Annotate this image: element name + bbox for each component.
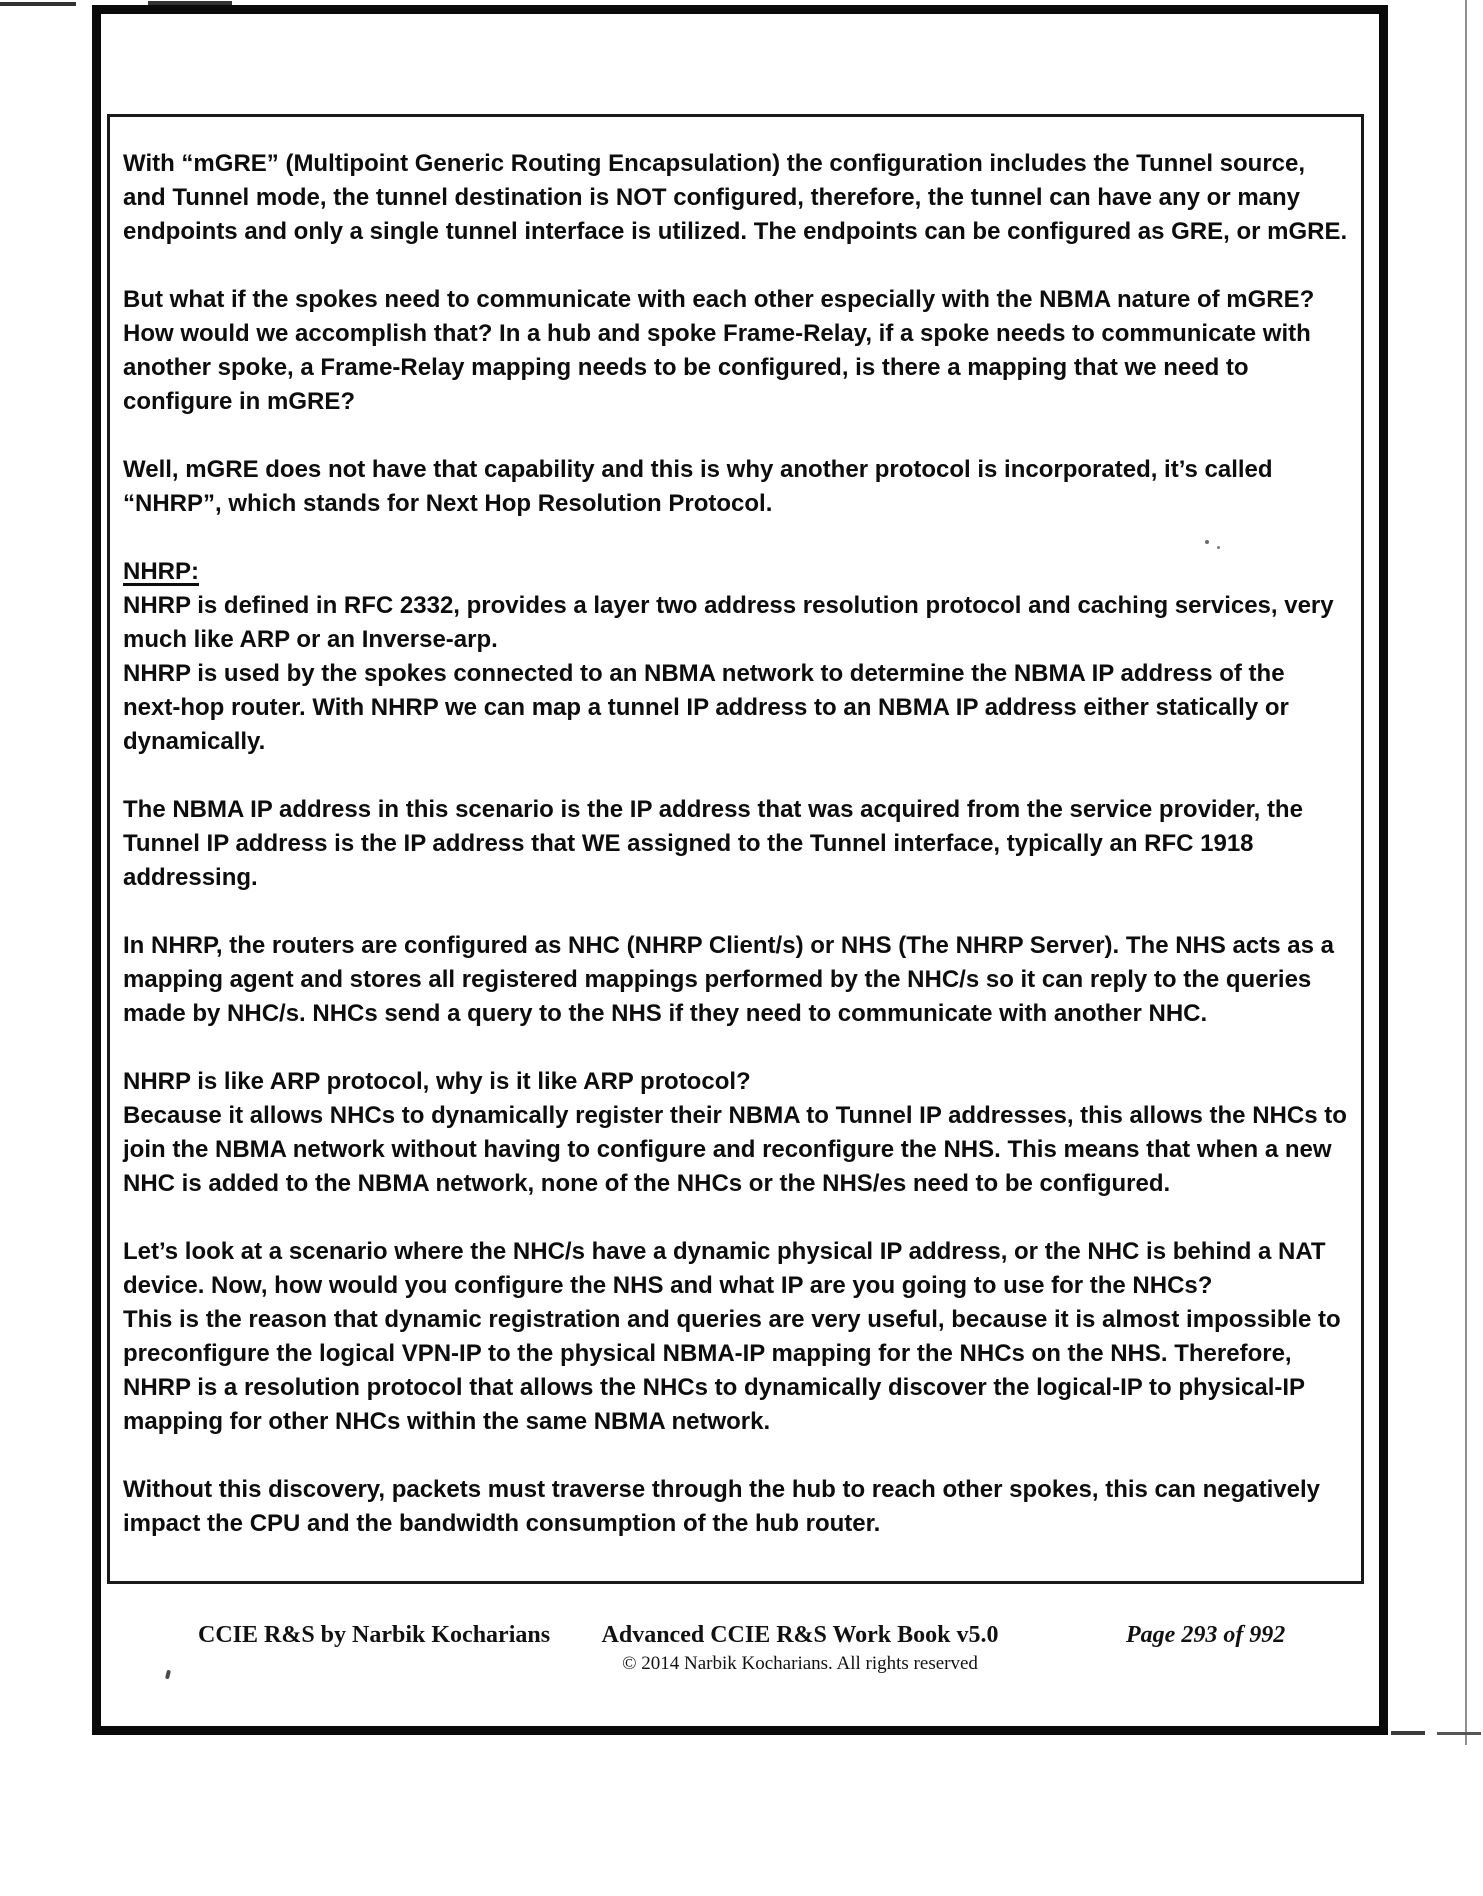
scan-artifact-dot-2 bbox=[1217, 546, 1220, 549]
paragraph-nhrp-definition: NHRP is defined in RFC 2332, provides a layer two address resolution protocol and caching services, very much like ARP or an Inverse-arp. NHRP is used by the spokes connected to an NBMA network to determine the NBMA IP address of the next-hop router. With NHRP we can map a tunnel IP address to an NBMA IP address either statically or dynamically. bbox=[123, 592, 1334, 755]
content-text-box bbox=[107, 114, 1364, 1584]
section-heading-nhrp: NHRP: bbox=[123, 558, 199, 585]
footer-copyright-line: © 2014 Narbik Kocharians. All rights reserved bbox=[622, 1653, 978, 1674]
scan-artifact-dash-top-left-1 bbox=[0, 2, 76, 6]
footer-book-title: Advanced CCIE R&S Work Book v5.0 bbox=[601, 1622, 999, 1648]
paragraph-nbma-ip-address: The NBMA IP address in this scenario is the IP address that was acquired from the service provider, the Tunnel IP address is the IP address that WE assigned to the Tunnel interface, typically an RFC 1918 addressing. bbox=[123, 796, 1303, 891]
paragraph-spoke-question: But what if the spokes need to communicate with each other especially with the NBMA nature of mGRE? How would we accomplish that? In a hub and spoke Frame-Relay, if a spoke needs to communicate with another spoke, a Frame-Relay mapping needs to be configured, is there a mapping that we need to configure in mGRE? bbox=[123, 286, 1315, 415]
scan-artifact-dash-bottom-right-2 bbox=[1437, 1732, 1481, 1735]
footer-author: CCIE R&S by Narbik Kocharians bbox=[198, 1622, 551, 1648]
paragraph-dynamic-scenario: Let’s look at a scenario where the NHC/s have a dynamic physical IP address, or the NHC is behind a NAT device. Now, how would you configure the NHS and what IP are you going to use for the NHCs? This is the reason that dynamic registration and queries are very useful, because it is almost impossible to preconfigure the logical VPN-IP to the physical NBMA-IP mapping for the NHCs on the NHS. Therefore, NHRP is a resolution protocol that allows the NHCs to dynamically discover the logical-IP to physical-IP mapping for other NHCs within the same NBMA network. bbox=[123, 1238, 1341, 1435]
scan-artifact-dash-bottom-right-1 bbox=[1391, 1731, 1425, 1735]
paragraph-nhrp-intro: Well, mGRE does not have that capability and this is why another protocol is incorporated, it’s called “NHRP”, which stands for Next Hop Resolution Protocol. bbox=[123, 456, 1273, 517]
footer-book-info bbox=[565, 1620, 1035, 1677]
scan-artifact-dot-1 bbox=[1205, 540, 1209, 544]
scan-artifact-right-edge-line bbox=[1465, 0, 1467, 1745]
paragraph-nhrp-like-arp: NHRP is like ARP protocol, why is it like ARP protocol? Because it allows NHCs to dynamically register their NBMA to Tunnel IP addresses, this allows the NHCs to join the NBMA network without having to configure and reconfigure the NHS. This means that when a new NHC is added to the NBMA network, none of the NHCs or the NHS/es need to be configured. bbox=[123, 1068, 1347, 1197]
paragraph-without-discovery: Without this discovery, packets must traverse through the hub to reach other spokes, this can negatively impact the CPU and the bandwidth consumption of the hub router. bbox=[123, 1476, 1320, 1537]
paragraph-mgre-intro: With “mGRE” (Multipoint Generic Routing Encapsulation) the configuration includes the Tunnel source, and Tunnel mode, the tunnel destination is NOT configured, therefore, the tunnel can have any or many endpoints and only a single tunnel interface is utilized. The endpoints can be configured as GRE, or mGRE. bbox=[123, 150, 1348, 245]
paragraph-nhc-nhs-roles: In NHRP, the routers are configured as NHC (NHRP Client/s) or NHS (The NHRP Server). The NHS acts as a mapping agent and stores all registered mappings performed by the NHC/s so it can reply to the queries made by NHC/s. NHCs send a query to the NHS if they need to communicate with another NHC. bbox=[123, 932, 1334, 1027]
scan-artifact-dash-top-left-2 bbox=[148, 1, 232, 5]
footer-page-number: Page 293 of 992 bbox=[1126, 1622, 1286, 1648]
